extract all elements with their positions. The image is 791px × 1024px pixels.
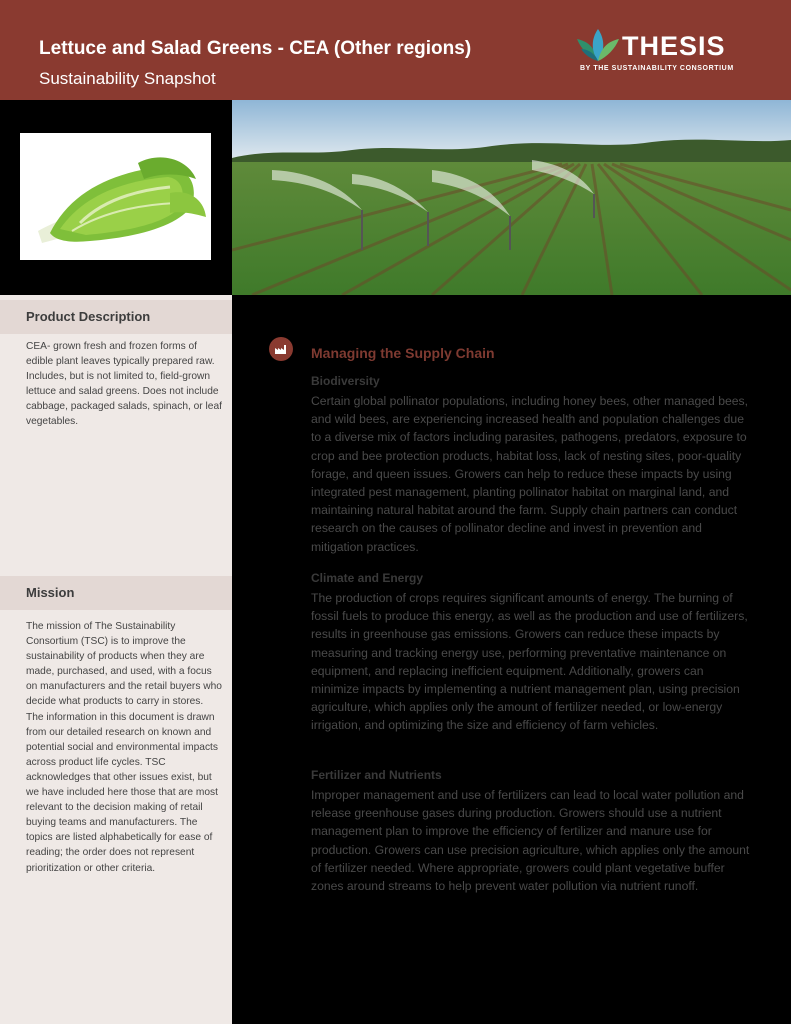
topic-text: Certain global pollinator populations, including honey bees, other managed bees, and wild bees, are experiencing increased health and population challenges due to a diverse mix of factors including parasites, pathogens, predators, exposure to crop and bee protection products, habitat loss, lack of nesting sites, poor-quality forage, and queen issues. Growers can help to reduce these impacts by using integrated pest management, planting pollinator habitat on marginal land, and maintaining natural habitat around the farm. Supply chain partners can conduct research on the causes of pollinator decline and invest in prevention and mitigation practices. xyxy=(311,394,749,554)
logo-tagline: BY THE SUSTAINABILITY CONSORTIUM xyxy=(580,65,734,72)
product-description-heading-bar xyxy=(0,300,232,334)
section-title: Managing the Supply Chain xyxy=(311,345,495,361)
page-title: Lettuce and Salad Greens - CEA (Other regions) xyxy=(39,38,472,59)
topic-text: The production of crops requires significant amounts of energy. The burning of fossil fuels to produce this energy, as well as the production and use of fertilizers, results in greenhouse gas emissions. Growers can reduce these impacts by measuring and tracking energy use, performing preventative maintenance on equipment, and replacing inefficient equipment. Additionally, growers can minimize impacts by implementing a nutrient management plan, using precision agriculture, which applies only the amount of fertilizer needed, or low-energy irrigation, and optimizing the size and efficiency of farm vehicles. xyxy=(311,591,748,733)
sidebar xyxy=(0,295,232,1024)
mission-heading: Mission xyxy=(26,585,75,600)
thesis-logo xyxy=(575,27,745,77)
leaf-logo-icon xyxy=(575,27,621,63)
topic-text: Improper management and use of fertilizers can lead to local water pollution and release greenhouse gases during production. Growers should use a nutrient management plan to improve the efficiency of fertilizer and manure use for production. Growers can use precision agriculture, which applies only the amount of fertilizer needed. Where appropriate, growers could plant vegetative buffer zones around streams to help prevent water pollution via nutrient runoff. xyxy=(311,788,750,894)
logo-name: THESIS xyxy=(622,31,726,61)
topic-heading: Biodiversity xyxy=(311,374,380,388)
mission-text: The mission of The Sustainability Consortium (TSC) is to improve the sustainability of products when they are made, purchased, and used, with a focus on manufacturers and the retail buyers who decide what products to carry in stores. The information in this document is drawn from our detailed research on known and potential social and environmental impacts across product life cycles. TSC acknowledges that other issues exist, but we have included here those that are most relevant to the decision making of retail buying teams and manufacturers. The topics are listed alphabetically for ease of reading; the order does not represent prioritization or other criteria. xyxy=(26,621,222,874)
topic-heading: Climate and Energy xyxy=(311,571,424,585)
lettuce-photo xyxy=(20,133,211,260)
page-subtitle: Sustainability Snapshot xyxy=(39,69,216,88)
product-description-heading: Product Description xyxy=(26,309,151,324)
page-header xyxy=(0,0,791,100)
mission-heading-bar xyxy=(0,576,232,610)
farm-field-photo xyxy=(232,100,791,295)
hero-left-panel xyxy=(0,100,232,295)
product-description-text: CEA- grown fresh and frozen forms of edible plant leaves typically prepared raw. Includes, but is not limited to, field-grown lettuce and salad greens. Does not include cabbage, packaged salads, spinach, or leaf vegetables. xyxy=(26,341,222,428)
factory-icon xyxy=(269,337,293,361)
main-content xyxy=(232,295,791,1024)
topic-heading: Fertilizer and Nutrients xyxy=(311,768,442,782)
